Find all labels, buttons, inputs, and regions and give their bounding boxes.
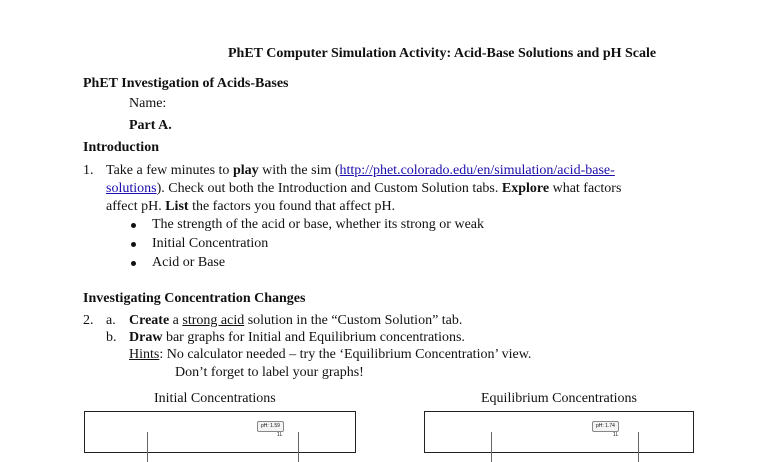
item1-text-b: with the sim (: [258, 163, 340, 178]
item1-text2: ). Check out both the Introduction and Custom Solution tabs.: [156, 181, 502, 196]
hint1: : No calculator needed – try the ‘Equilibrium Concentration’ view.: [159, 347, 532, 362]
item1-number: 1.: [83, 163, 94, 178]
name-label: Name:: [129, 96, 167, 111]
initial-graph-panel: [84, 411, 356, 453]
bullet-dot: [131, 223, 136, 228]
bullet-item: Initial Concentration: [152, 236, 269, 251]
hints-label: Hints: [129, 347, 160, 362]
draw-word: Draw: [129, 330, 163, 345]
bullet-dot: [131, 261, 136, 266]
item1-line2: [106, 181, 621, 197]
initial-concentrations-label: Initial Concentrations: [154, 391, 276, 406]
ph-meter-readout: pH: 1.59: [257, 421, 284, 432]
page-title: PhET Computer Simulation Activity: Acid-Base Solutions and pH Scale: [228, 46, 657, 61]
strong-acid-text: strong acid: [182, 313, 245, 328]
investigation-title: PhET Investigation of Acids-Bases: [83, 76, 289, 91]
volume-mark: 1L: [277, 432, 283, 438]
item1-list: List: [165, 199, 189, 214]
create-word: Create: [129, 313, 170, 328]
hint2: Don’t forget to label your graphs!: [175, 365, 364, 380]
item1-text: Take a few minutes to: [106, 163, 233, 178]
item2-b-text: [129, 330, 465, 346]
item2-a-text: [129, 313, 462, 329]
b-text: bar graphs for Initial and Equilibrium concentrations.: [162, 330, 465, 345]
hints-line: [129, 347, 531, 363]
bullet-dot: [131, 242, 136, 247]
item2-b-letter: b.: [106, 330, 117, 345]
equilibrium-concentrations-label: Equilibrium Concentrations: [481, 391, 637, 406]
concentration-heading: Investigating Concentration Changes: [83, 291, 306, 306]
item2-a-letter: a.: [106, 313, 116, 328]
intro-heading: Introduction: [83, 140, 159, 155]
item1-line3: [106, 199, 395, 215]
item1-line1: [106, 163, 615, 179]
bullet-item: The strength of the acid or base, whether its strong or weak: [152, 217, 485, 232]
part-label: Part A.: [129, 118, 172, 133]
sim-link[interactable]: http://phet.colorado.edu/en/simulation/acid-base-: [339, 163, 615, 178]
item2-number: 2.: [83, 313, 94, 328]
sim-link-cont[interactable]: solutions: [106, 181, 157, 196]
a-text2: solution in the “Custom Solution” tab.: [244, 313, 463, 328]
item1-text2-b: what factors: [549, 181, 622, 196]
volume-mark: 1L: [613, 432, 619, 438]
a-text1: a: [169, 313, 183, 328]
item1-text3: affect pH.: [106, 199, 166, 214]
equilibrium-graph-panel: [424, 411, 694, 453]
bullet-item: Acid or Base: [152, 255, 226, 270]
item1-explore: Explore: [501, 181, 550, 196]
ph-meter-readout: pH: 1.74: [592, 421, 619, 432]
item1-text3-b: the factors you found that affect pH.: [188, 199, 396, 214]
item1-play: play: [232, 163, 259, 178]
